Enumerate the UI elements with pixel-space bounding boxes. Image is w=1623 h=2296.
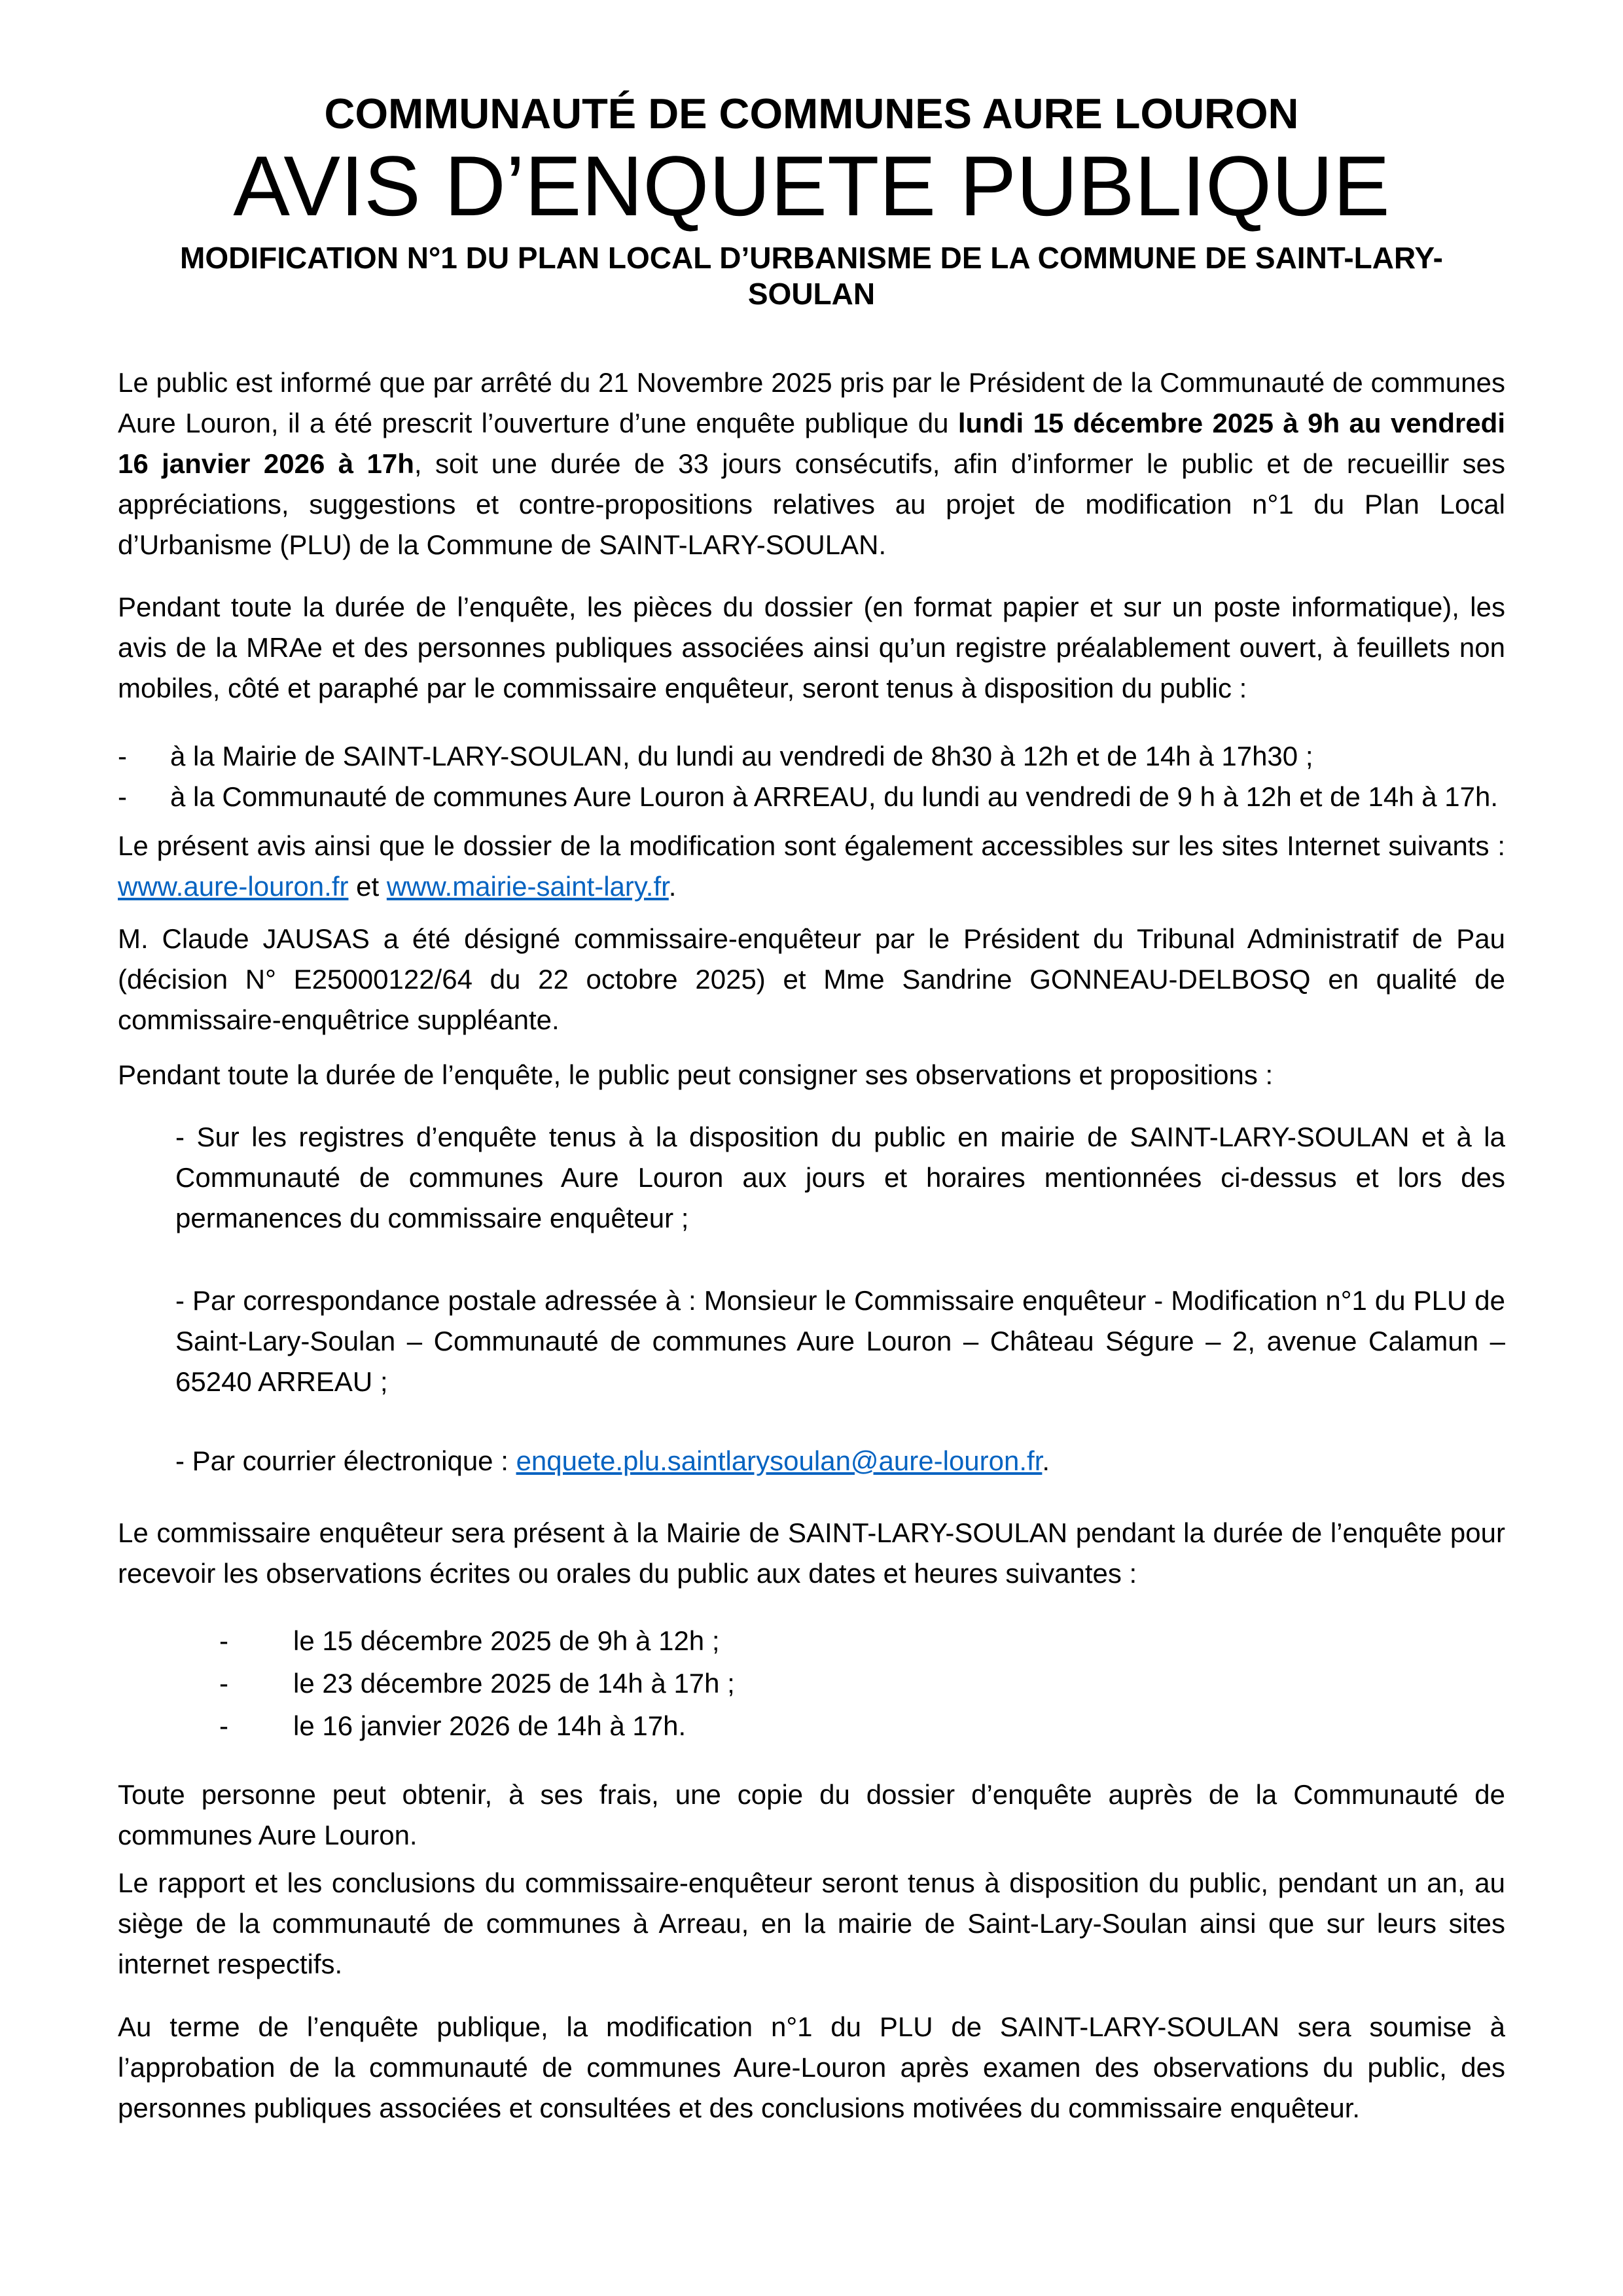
- sites-text-after: .: [668, 871, 677, 902]
- paragraph-copie: Toute personne peut obtenir, à ses frais, une copie du dossier d’enquête auprès de la Communauté de communes Aure Louron.: [118, 1779, 1505, 1850]
- document-body: [118, 362, 1505, 2128]
- paragraph-intro: [118, 362, 1505, 565]
- paragraph-terme: Au terme de l’enquête publique, la modification n°1 du PLU de SAINT-LARY-SOULAN sera soumise à l’approbation de la communauté de communes Aure-Louron après examen des observations du public, des personnes publiques associées et consultées et des conclusions motivées du commissaire enquêteur.: [118, 2011, 1505, 2123]
- paragraph-sites: [118, 826, 1505, 907]
- link-email-enquete[interactable]: enquete.plu.saintlarysoulan@aure-louron.fr: [516, 1445, 1043, 1476]
- paragraph-dossier: Pendant toute la durée de l’enquête, les pièces du dossier (en format papier et sur un poste informatique), les avis de la MRAe et des personnes publiques associées ainsi qu’un registre préalablement ouvert, à feuillets non mobiles, côté et paraphé par le commissaire enquêteur, seront tenus à disposition du public :: [118, 592, 1505, 703]
- dash-marker: -: [219, 1668, 228, 1699]
- dash-marker: -: [118, 741, 127, 771]
- dash-marker: -: [219, 1710, 228, 1741]
- list-item-mairie: [118, 736, 1505, 777]
- sites-text-before: Le présent avis ainsi que le dossier de la modification sont également accessibles sur les sites Internet suivants :: [118, 830, 1505, 861]
- dates-list: [118, 1621, 1505, 1746]
- date-item-1: [118, 1621, 1505, 1661]
- date-item-text: le 15 décembre 2025 de 9h à 12h ;: [293, 1625, 720, 1656]
- list-item-communaute: [118, 777, 1505, 817]
- locations-list: [118, 736, 1505, 817]
- list-item-text: à la Communauté de communes Aure Louron à ARREAU, du lundi au vendredi de 9 h à 12h et de 14h à 17h.: [170, 781, 1499, 812]
- inquiry-period-bold: lundi 15 décembre 2025 à 9h au vendredi 16 janvier 2026 à 17h: [118, 408, 1506, 479]
- sites-text-separator: et: [348, 871, 387, 902]
- link-aure-louron[interactable]: www.aure-louron.fr: [118, 871, 349, 902]
- email-text-before: - Par courrier électronique :: [175, 1445, 516, 1476]
- paragraph-consigner: Pendant toute la durée de l’enquête, le public peut consigner ses observations et propositions :: [118, 1059, 1274, 1090]
- paragraph-permanences: Le commissaire enquêteur sera présent à la Mairie de SAINT-LARY-SOULAN pendant la durée de l’enquête pour recevoir les observations écrites ou orales du public aux dates et heures suivantes :: [118, 1517, 1505, 1589]
- email-text-after: .: [1042, 1445, 1050, 1476]
- date-item-2: [118, 1663, 1505, 1704]
- document-subtitle: MODIFICATION N°1 DU PLAN LOCAL D’URBANISME DE LA COMMUNE DE SAINT-LARY-SOULAN: [180, 241, 1443, 311]
- intro-text-before: Le public est informé que par arrêté du 21 Novembre 2025 pris par le Président de la Communauté de communes Aure Louron, il a été prescrit l’ouverture d’une enquête publique du: [118, 367, 1505, 438]
- page-title: AVIS D’ENQUETE PUBLIQUE: [233, 138, 1390, 234]
- list-item-text: à la Mairie de SAINT-LARY-SOULAN, du lundi au vendredi de 8h30 à 12h et de 14h à 17h30 ;: [170, 741, 1313, 771]
- subparagraph-courriel: [175, 1441, 1505, 1481]
- link-mairie-saint-lary[interactable]: www.mairie-saint-lary.fr: [386, 871, 669, 902]
- subparagraph-registres: - Sur les registres d’enquête tenus à la disposition du public en mairie de SAINT-LARY-SOULAN et à la Communauté de communes Aure Louron aux jours et horaires mentionnées ci-dessus et lors des permanences du commissaire enquêteur ;: [175, 1122, 1505, 1233]
- document-header: [118, 89, 1505, 312]
- intro-text-after: , soit une durée de 33 jours consécutifs, afin d’informer le public et de recueillir ses appréciations, suggestions et contre-propositions relatives au projet de modification n°1 du Plan Local d’Urbanisme (PLU) de la Commune de SAINT-LARY-SOULAN.: [118, 448, 1505, 560]
- subparagraph-correspondance: - Par correspondance postale adressée à : Monsieur le Commissaire enquêteur - Modification n°1 du PLU de Saint-Lary-Soulan – Communauté de communes Aure Louron – Château Ségure – 2, avenue Calamun – 65240 ARREAU ;: [175, 1285, 1505, 1397]
- date-item-3: [118, 1706, 1505, 1746]
- date-item-text: le 23 décembre 2025 de 14h à 17h ;: [293, 1668, 735, 1699]
- organization-name: COMMUNAUTÉ DE COMMUNES AURE LOURON: [324, 90, 1299, 137]
- dash-marker: -: [118, 781, 127, 812]
- date-item-text: le 16 janvier 2026 de 14h à 17h.: [293, 1710, 687, 1741]
- dash-marker: -: [219, 1625, 228, 1656]
- paragraph-rapport: Le rapport et les conclusions du commissaire-enquêteur seront tenus à disposition du public, pendant un an, au siège de la communauté de communes à Arreau, en la mairie de Saint-Lary-Soulan ainsi que sur leurs sites internet respectifs.: [118, 1867, 1505, 1979]
- paragraph-commissaire: M. Claude JAUSAS a été désigné commissaire-enquêteur par le Président du Tribunal Administratif de Pau (décision N° E25000122/64 du 22 octobre 2025) et Mme Sandrine GONNEAU-DELBOSQ en qualité de commissaire-enquêtrice suppléante.: [118, 923, 1505, 1035]
